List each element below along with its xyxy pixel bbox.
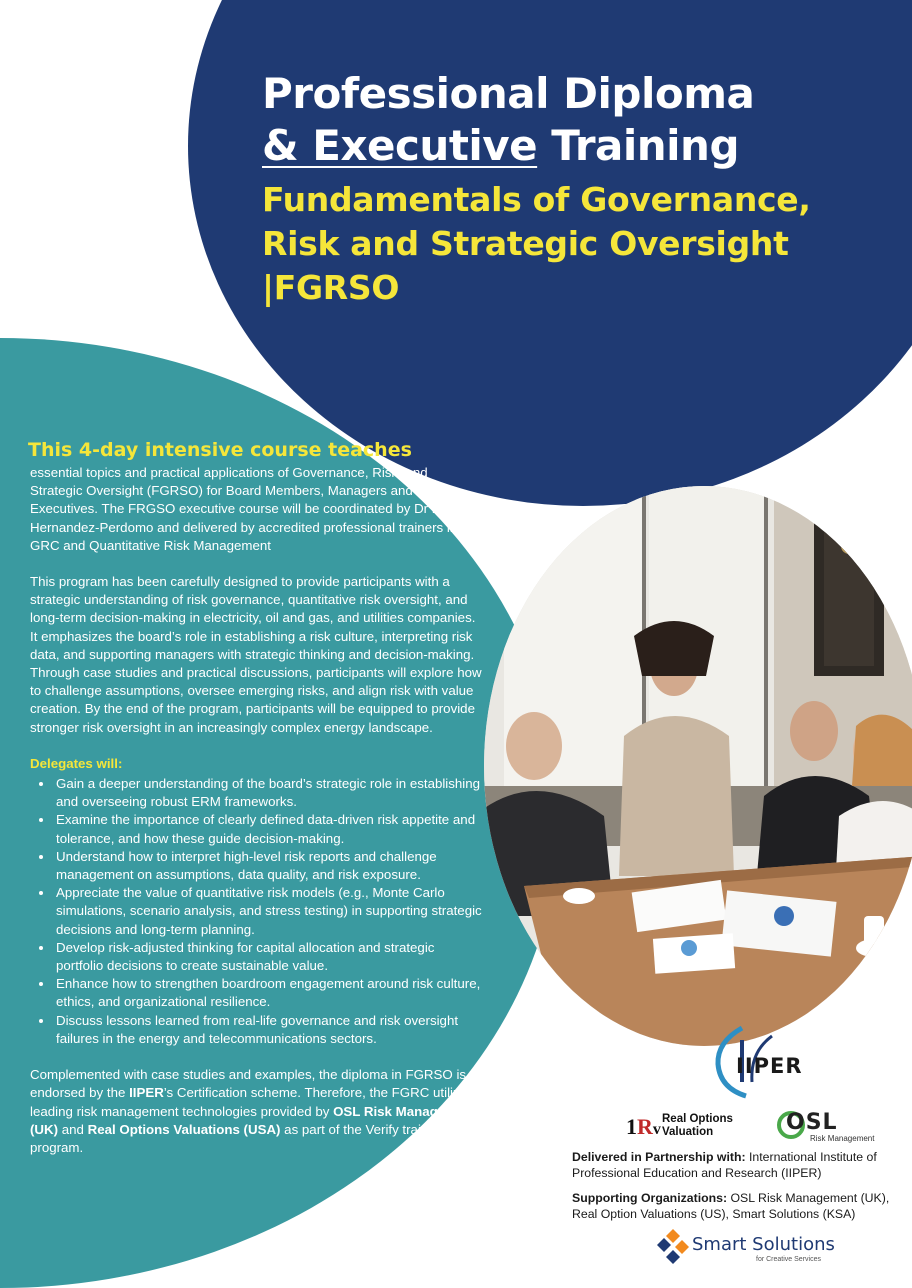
rov-logo-line-1: Real Options xyxy=(662,1113,733,1125)
closing-text-1: Complemented with case studies and examples, the diploma in FGRSO is endorsed by the xyxy=(30,1067,467,1101)
smart-solutions-emblem-icon xyxy=(656,1228,690,1266)
meeting-photo xyxy=(484,486,912,1046)
closing-paragraph xyxy=(30,1066,483,1157)
delegates-list xyxy=(28,775,483,1048)
delegates-list-item: • Examine the importance of clearly defined data-driven risk appetite and tolerance, and how these guide decision-making. xyxy=(54,811,483,847)
osl-logo-text: OSL xyxy=(786,1110,838,1135)
closing-text-2: ’s Certification scheme. Therefore, the FGRC utilizes leading risk management technologies provided by xyxy=(30,1085,474,1119)
smart-solutions-logo xyxy=(656,1228,846,1268)
delegates-list-item: • Appreciate the value of quantitative risk models (e.g., Monte Carlo simulations, scenario analysis, and stress testing) in supporting strategic decisions and long-term planning. xyxy=(54,884,483,939)
iiper-logo-text: IIPER xyxy=(736,1054,803,1078)
closing-text-4: as part of the Verify training program. xyxy=(30,1121,447,1155)
supporting-value: OSL Risk Management (UK), Real Option Valuations (US), Smart Solutions (KSA) xyxy=(572,1191,890,1221)
subtitle-line-1: Fundamentals of Governance, xyxy=(262,180,811,219)
intro-paragraph-1: essential topics and practical applications of Governance, Risk, and Strategic Oversight (FGRSO) for Board Members, Managers and C-Suite Executives. The FRGSO executive course will be coordinated by Dr Elvis Hernandez-Perdomo and delivered by accredited professional trainers in GRC and Quantitative Risk Management xyxy=(30,465,461,553)
closing-iiper: IIPER xyxy=(129,1085,164,1101)
subtitle-line-2: Risk and Strategic Oversight xyxy=(262,224,789,263)
course-description xyxy=(28,438,483,1157)
rov-logo-mark: 1Rv xyxy=(626,1114,661,1139)
title-line-2 xyxy=(262,120,754,172)
rov-logo xyxy=(626,1112,733,1142)
iiper-logo xyxy=(712,1022,822,1100)
delegates-list-item: • Gain a deeper understanding of the board’s strategic role in establishing and overseeing robust ERM frameworks. xyxy=(54,775,483,811)
smart-solutions-subtext: for Creative Services xyxy=(756,1256,821,1263)
delivered-value: International Institute of Professional Education and Research (IIPER) xyxy=(572,1150,877,1180)
title-line-2-underlined: & Executive xyxy=(262,121,538,170)
closing-text-3: and xyxy=(58,1121,88,1137)
intro-paragraph-2: This program has been carefully designed to provide participants with a strategic understanding of risk governance, quantitative risk oversight, and long-term decision-making in electricity, oil and gas, and utilities companies. It emphasizes the board’s role in establishing a risk culture, interpreting risk data, and supporting managers with strategic thinking and decision-making. Through case studies and practical discussions, participants will explore how to challenge assumptions, oversee emerging risks, and align risk with value creation. By the end of the program, participants will be equipped to provide stronger risk oversight in an increasingly complex energy landscape. xyxy=(30,574,482,735)
subtitle-line-3: |FGRSO xyxy=(262,268,400,307)
delegates-list-item: • Develop risk-adjusted thinking for capital allocation and strategic portfolio decisions to create sustainable value. xyxy=(54,939,483,975)
delegates-list-item: • Discuss lessons learned from real-life governance and risk oversight failures in the energy and telecommunications sectors. xyxy=(54,1012,483,1048)
course-subtitle xyxy=(262,178,811,310)
meeting-photo-illustration xyxy=(484,486,912,1046)
delivered-in-partnership xyxy=(572,1150,912,1181)
partners-section xyxy=(572,1150,912,1232)
delegates-heading: Delegates will: xyxy=(30,755,123,771)
supporting-label: Supporting Organizations: xyxy=(572,1191,728,1205)
intro-lead-heading: This 4-day intensive course teaches xyxy=(28,439,412,461)
title-line-2-rest: Training xyxy=(537,121,740,170)
smart-solutions-text: Smart Solutions xyxy=(692,1234,835,1255)
title-line-1: Professional Diploma xyxy=(262,69,755,118)
main-title xyxy=(262,68,754,172)
closing-osl: OSL Risk Management (UK) xyxy=(30,1103,477,1137)
osl-logo xyxy=(776,1108,876,1144)
osl-logo-subtext: Risk Management xyxy=(810,1134,875,1143)
closing-rov: Real Options Valuations (USA) xyxy=(87,1121,281,1137)
delegates-list-item: • Understand how to interpret high-level risk reports and challenge management on assumptions, data quality, and risk exposure. xyxy=(54,848,483,884)
delivered-label: Delivered in Partnership with: xyxy=(572,1150,746,1164)
rov-logo-line-2: Valuation xyxy=(662,1126,714,1138)
supporting-organizations xyxy=(572,1191,912,1222)
delegates-list-item: • Enhance how to strengthen boardroom engagement around risk culture, ethics, and organizational resilience. xyxy=(54,975,483,1011)
